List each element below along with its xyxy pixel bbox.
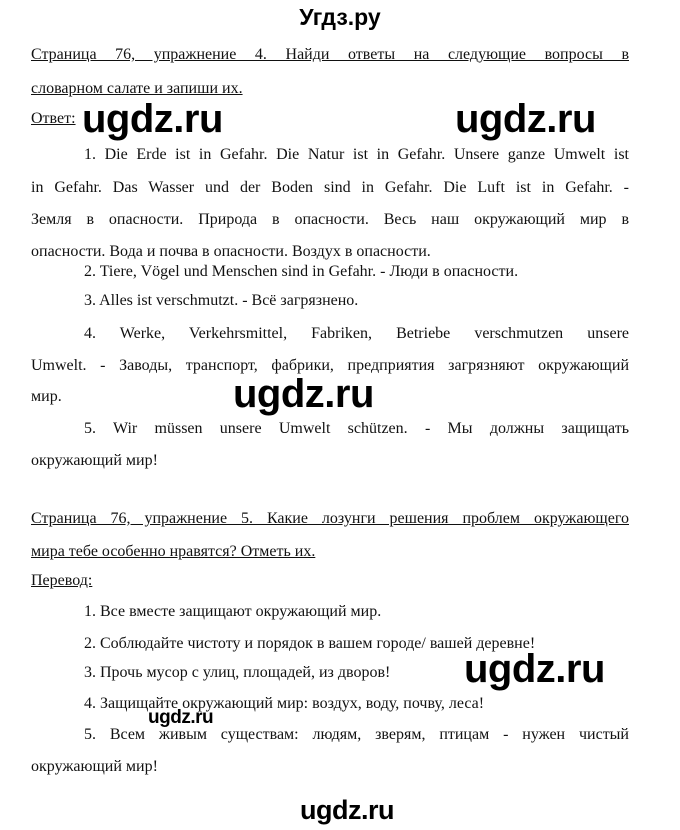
- translation-line: 3. Прочь мусор с улиц, площадей, из дворов!: [84, 664, 391, 681]
- answer-line: 3. Alles ist verschmutzt. - Всё загрязнено.: [84, 292, 359, 309]
- translation-line: 5. Всем живым существам: людям, зверям, птицам - нужен чистый: [84, 726, 629, 743]
- answer-line: опасности. Вода и почва в опасности. Воздух в опасности.: [31, 243, 431, 260]
- watermark: ugdz.ru: [455, 97, 596, 141]
- answer-line: мир.: [31, 388, 62, 405]
- exercise5-heading-line2: мира тебе особенно нравятся? Отметь их.: [31, 543, 316, 560]
- watermark: ugdz.ru: [148, 707, 214, 728]
- translation-label: Перевод:: [31, 572, 93, 589]
- translation-line: 2. Соблюдайте чистоту и порядок в вашем городе/ вашей деревне!: [84, 635, 536, 652]
- site-title: Угдз.ру: [299, 4, 381, 30]
- answer-line: 5. Wir müssen unsere Umwelt schützen. - Мы должны защищать: [84, 420, 629, 437]
- exercise4-heading-line2: словарном салате и запиши их.: [31, 80, 243, 97]
- answer-line: 4. Werke, Verkehrsmittel, Fabriken, Betriebe verschmutzen unsere: [84, 325, 629, 342]
- answer-line: in Gefahr. Das Wasser und der Boden sind in Gefahr. Die Luft ist in Gefahr. -: [31, 179, 629, 196]
- answer-label: Ответ:: [31, 110, 76, 127]
- answer-line: 1. Die Erde ist in Gefahr. Die Natur ist in Gefahr. Unsere ganze Umwelt ist: [84, 146, 629, 163]
- watermark: ugdz.ru: [300, 795, 394, 825]
- translation-line: 1. Все вместе защищают окружающий мир.: [84, 603, 382, 620]
- watermark: ugdz.ru: [464, 647, 605, 691]
- exercise5-heading-line1: Страница 76, упражнение 5. Какие лозунги решения проблем окружающего: [31, 510, 629, 527]
- answer-line: 2. Tiere, Vögel und Menschen sind in Gefahr. - Люди в опасности.: [84, 263, 519, 280]
- answer-line: Земля в опасности. Природа в опасности. Весь наш окружающий мир в: [31, 211, 629, 228]
- translation-line: 4. Защищайте окружающий мир: воздух, воду, почву, леса!: [84, 695, 485, 712]
- watermark: ugdz.ru: [233, 372, 374, 416]
- answer-line: окружающий мир!: [31, 452, 158, 469]
- translation-line: окружающий мир!: [31, 758, 158, 775]
- watermark: ugdz.ru: [82, 97, 223, 141]
- answer-line: Umwelt. - Заводы, транспорт, фабрики, предприятия загрязняют окружающий: [31, 357, 629, 374]
- exercise4-heading-line1: Страница 76, упражнение 4. Найди ответы на следующие вопросы в: [31, 46, 629, 63]
